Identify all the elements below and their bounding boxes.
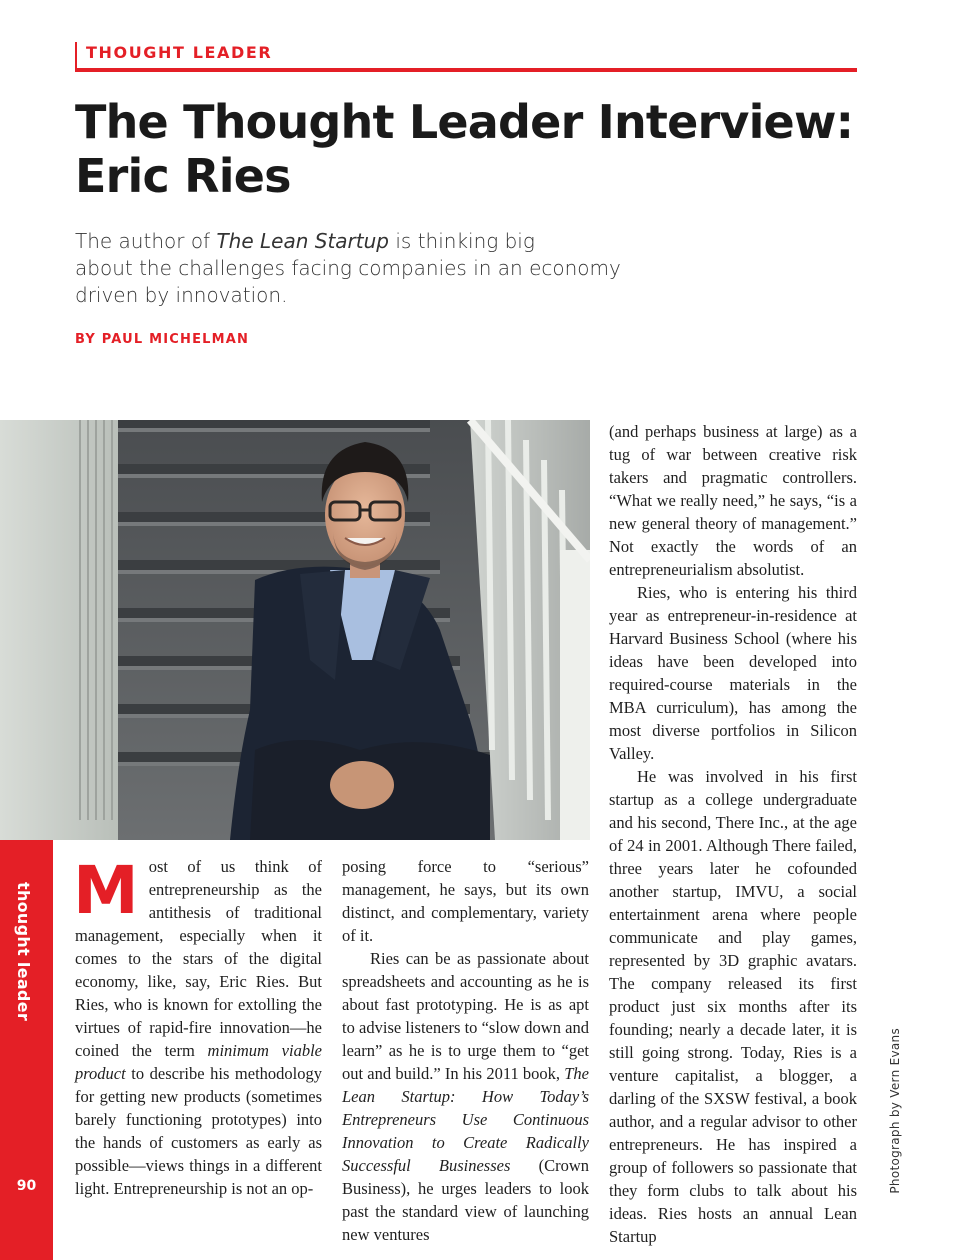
paragraph: He was involved in his first startup as a college undergraduate and his second, There Inc., at the age of 24 in 2001. Although There failed, three years later he cofounded another startup, IMVU, a social entertainment arena where people communicate and play games, represented by 3D graphic avatars. The company released its first product just six months after its founding; nearly a decade later, it is still going strong. Today, Ries is a venture capitalist, a blogger, a darling of the SXSW festival, a book author, and a regular advisor to other entrepreneurs. He has inspired a group of followers so passionate that they form clubs to talk about his ideas. Ries hosts an annual Lean Startup [609,767,857,1246]
deck-text: The author of [75,229,217,253]
side-tab-label: thought leader [14,882,33,1022]
title-line-2: Eric Ries [75,149,291,203]
paragraph: (and perhaps business at large) as a tug of war between creative risk takers and pragmatic controllers. “What we really need,” he says, “is a new general theory of management.” Not exactly the words of an entrepreneurialism absolutist. [609,422,857,579]
portrait-photo [0,420,590,840]
portrait-image [0,420,590,840]
paragraph-text: Ries can be as passionate about spreadsheets and accounting as he is about fast prototyping. He is as apt to advise listeners to “slow down and learn” as he is to urge them to “get out and build.” In his 2011 book, [342,949,589,1083]
paragraph-italic: minimum viable product [75,1041,322,1083]
deck-line-2: about the challenges facing companies in an economy [75,256,621,280]
deck-text: is thinking big [389,229,535,253]
byline: BY PAUL MICHELMAN [75,332,250,347]
section-rule [77,68,857,72]
paragraph-text: to describe his methodology for getting new products (sometimes barely functioning prototypes) into the hands of customers as early as possible—views things in a different light. Entrepreneurship is not an op- [75,1064,322,1198]
page-number: 90 [16,1178,37,1194]
section-header [75,42,857,72]
article-deck [75,228,675,309]
deck-book-title: The Lean Startup [216,229,389,253]
deck-line-3: driven by innovation. [75,283,288,307]
paragraph [73,852,322,1200]
paragraph-text: (Crown Business), he urges leaders to look past the standard view of launching new ventures [342,1156,589,1244]
body-column-1 [73,852,322,1200]
deck-line-1 [75,228,675,255]
section-label: THOUGHT LEADER [86,43,273,62]
drop-cap: M [73,852,139,929]
title-line-1: The Thought Leader Interview: [75,95,854,149]
paragraph: posing force to “serious” management, he says, but its own distinct, and complementary, variety of it. [342,857,589,945]
paragraph-text: ost of us think of entrepreneurship as the antithesis of traditional management, especially when it comes to the stars of the digital economy, like, say, Eric Ries. But Ries, who is known for extolling the virtues of rapid-fire innovation—he coined the term [75,857,322,1060]
paragraph: Ries, who is entering his third year as entrepreneur-in-residence at Harvard Business School (where his ideas have been developed into required-course materials in the MBA curriculum), has among the most diverse portfolios in Silicon Valley. [609,583,857,763]
book-title: The Lean Startup: How Today’s Entrepreneurs Use Continuous Innovation to Create Radically Successful Businesses [342,1064,589,1175]
body-column-3 [609,420,857,1248]
article-title [75,95,875,203]
paragraph [342,947,589,1246]
body-column-2 [342,855,589,1246]
photo-credit: Photograph by Vern Evans [888,1028,902,1194]
section-side-tab [0,840,53,1260]
